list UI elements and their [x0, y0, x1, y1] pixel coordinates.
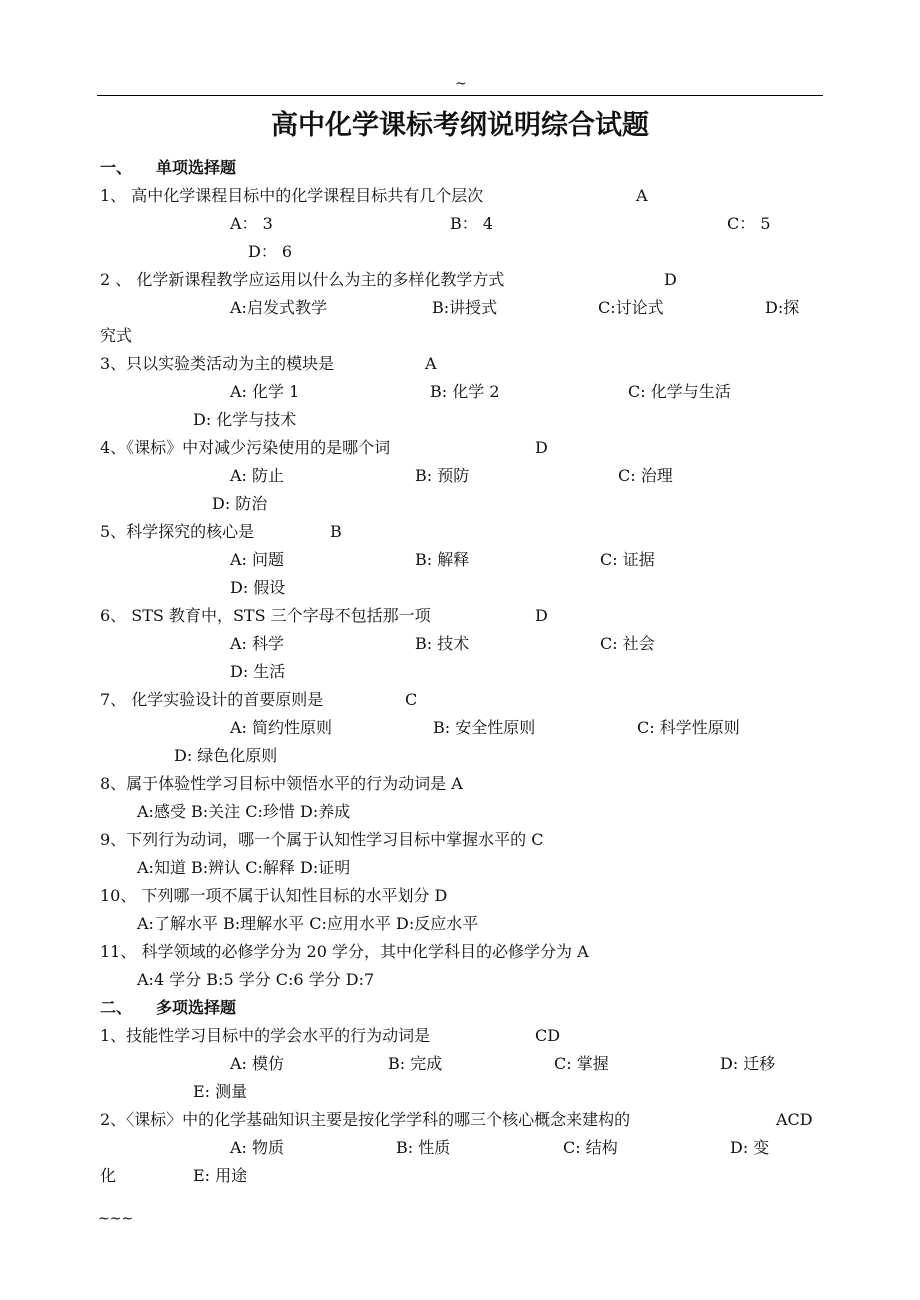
header-mark: ~ — [455, 76, 467, 92]
q8-options: A:感受 B:关注 C:珍惜 D:养成 — [137, 802, 351, 821]
q1-answer: A — [636, 186, 648, 205]
q5-option-d: D: 假设 — [230, 578, 286, 597]
q1-option-a: A： 3 — [230, 214, 273, 233]
m2-stem: 2、〈课标〉中的化学基础知识主要是按化学学科的哪三个核心概念来建构的 — [100, 1110, 631, 1129]
q3-option-d: D: 化学与技术 — [193, 410, 297, 429]
m2-wrap: 化 — [100, 1166, 117, 1185]
section2-title: 多项选择题 — [156, 998, 237, 1017]
q6-option-b: B: 技术 — [415, 634, 470, 653]
q7-option-b: B: 安全性原则 — [433, 718, 536, 737]
m2-option-d: D: 变 — [730, 1138, 770, 1157]
q6-answer: D — [535, 606, 548, 625]
q2-stem: 2 、 化学新课程教学应运用以什么为主的多样化教学方式 — [100, 270, 505, 289]
m1-stem: 1、技能性学习目标中的学会水平的行为动词是 — [100, 1026, 431, 1045]
q4-answer: D — [535, 438, 548, 457]
section2-label: 二、 — [100, 998, 133, 1017]
q2-wrap: 究式 — [100, 326, 133, 345]
q10-stem: 10、 下列哪一项不属于认知性目标的水平划分 D — [100, 886, 448, 905]
m2-answer: ACD — [776, 1110, 813, 1129]
q6-option-a: A: 科学 — [230, 634, 285, 653]
m1-option-e: E: 测量 — [193, 1082, 248, 1101]
q5-answer: B — [330, 522, 342, 541]
q2-answer: D — [664, 270, 677, 289]
m2-option-c: C: 结构 — [563, 1138, 618, 1157]
q2-option-d: D:探 — [765, 298, 800, 317]
q4-option-d: D: 防治 — [212, 494, 268, 513]
q5-option-b: B: 解释 — [415, 550, 470, 569]
q3-answer: A — [425, 354, 437, 373]
m1-option-c: C: 掌握 — [554, 1054, 609, 1073]
q11-options: A:4 学分 B:5 学分 C:6 学分 D:7 — [137, 970, 375, 989]
q4-option-a: A: 防止 — [230, 466, 285, 485]
q8-stem: 8、属于体验性学习目标中领悟水平的行为动词是 A — [100, 774, 463, 793]
section1-title: 单项选择题 — [156, 158, 237, 177]
q2-option-a: A:启发式教学 — [230, 298, 327, 317]
q9-stem: 9、下列行为动词，哪一个属于认知性学习目标中掌握水平的 C — [100, 830, 544, 849]
q1-stem: 1、 高中化学课程目标中的化学课程目标共有几个层次 — [100, 186, 484, 205]
q4-option-c: C: 治理 — [618, 466, 673, 485]
q11-stem: 11、 科学领域的必修学分为 20 学分，其中化学科目的必修学分为 A — [100, 942, 589, 961]
q3-stem: 3、只以实验类活动为主的模块是 — [100, 354, 335, 373]
q1-option-b: B： 4 — [450, 214, 494, 233]
q7-option-c: C: 科学性原则 — [637, 718, 740, 737]
page-title: 高中化学课标考纲说明综合试题 — [271, 110, 649, 141]
q6-option-c: C: 社会 — [600, 634, 655, 653]
q5-option-a: A: 问题 — [230, 550, 285, 569]
q1-option-c: C： 5 — [727, 214, 771, 233]
q1-option-d: D： 6 — [248, 242, 293, 261]
q3-option-a: A: 化学 1 — [230, 382, 300, 401]
m2-option-a: A: 物质 — [230, 1138, 285, 1157]
q9-options: A:知道 B:辨认 C:解释 D:证明 — [137, 858, 351, 877]
header-rule — [97, 95, 823, 96]
q4-stem: 4、《课标》中对减少污染使用的是哪个词 — [100, 438, 391, 457]
section1-label: 一、 — [100, 158, 133, 177]
q2-option-c: C:讨论式 — [598, 298, 664, 317]
m1-option-d: D: 迁移 — [720, 1054, 776, 1073]
q6-stem: 6、 STS 教育中，STS 三个字母不包括那一项 — [100, 606, 431, 625]
footer-mark: ~~~ — [98, 1211, 134, 1227]
q2-option-b: B:讲授式 — [432, 298, 498, 317]
q7-stem: 7、 化学实验设计的首要原则是 — [100, 690, 324, 709]
m1-option-b: B: 完成 — [388, 1054, 443, 1073]
q7-option-d: D: 绿色化原则 — [174, 746, 278, 765]
m1-option-a: A: 模仿 — [230, 1054, 285, 1073]
q5-option-c: C: 证据 — [600, 550, 655, 569]
q7-answer: C — [405, 690, 418, 709]
q7-option-a: A: 简约性原则 — [230, 718, 333, 737]
m2-option-b: B: 性质 — [396, 1138, 451, 1157]
q6-option-d: D: 生活 — [230, 662, 286, 681]
m1-answer: CD — [535, 1026, 561, 1045]
q5-stem: 5、科学探究的核心是 — [100, 522, 255, 541]
q4-option-b: B: 预防 — [415, 466, 470, 485]
m2-option-e: E: 用途 — [193, 1166, 248, 1185]
q10-options: A:了解水平 B:理解水平 C:应用水平 D:反应水平 — [137, 914, 479, 933]
q3-option-c: C: 化学与生活 — [628, 382, 731, 401]
q3-option-b: B: 化学 2 — [430, 382, 500, 401]
